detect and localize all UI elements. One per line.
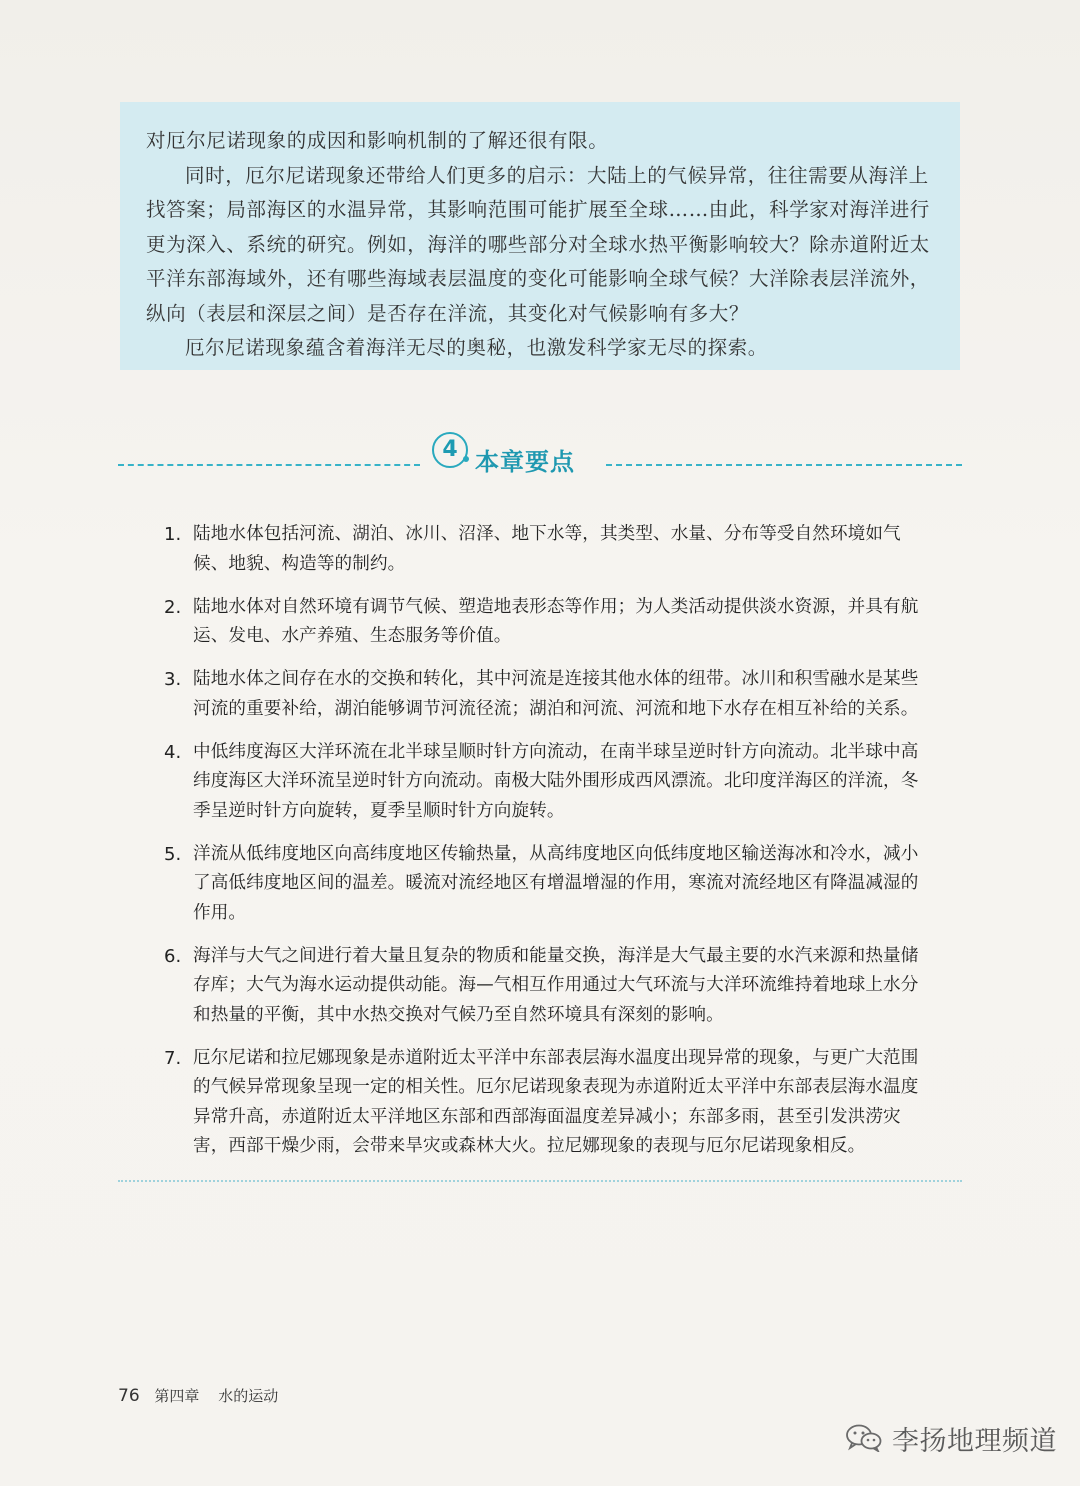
section-heading [118,428,962,488]
list-item [164,665,934,724]
list-item [164,942,934,1031]
list-item [164,593,934,652]
list-item [164,738,934,827]
list-item [164,1044,934,1162]
item-text: 厄尔尼诺和拉尼娜现象是赤道附近太平洋中东部表层海水温度出现异常的现象，与更广大范围的气候异常现象呈现一定的相关性。厄尔尼诺现象表现为赤道附近太平洋中东部表层海水温度异常升高，赤道附近太平洋地区东部和西部海面温度差异减小；东部多雨，甚至引发洪涝灾害，西部干燥少雨，会带来旱灾或森林大火。拉尼娜现象的表现与厄尔尼诺现象相反。 [193,1047,919,1156]
item-text: 陆地水体包括河流、湖泊、冰川、沼泽、地下水等，其类型、水量、分布等受自然环境如气候、地貌、构造等的制约。 [193,524,901,574]
item-text: 中低纬度海区大洋环流在北半球呈顺时针方向流动，在南半球呈逆时针方向流动。北半球中高纬度海区大洋环流呈逆时针方向流动。南极大陆外围形成西风漂流。北印度洋海区的洋流，冬季呈逆时针方向旋转，夏季呈顺时针方向旋转。 [193,741,919,821]
watermark-text: 李扬地理频道 [892,1425,1057,1457]
bottom-divider [118,1180,962,1182]
section-title: 本章要点 [475,448,575,476]
list-item [164,840,934,929]
page-footer [118,1385,278,1406]
info-paragraph: 厄尔尼诺现象蕴含着海洋无尽的奥秘，也激发科学家无尽的探索。 [185,336,768,359]
list-item [164,520,934,579]
info-paragraph: 对厄尔尼诺现象的成因和影响机制的了解还很有限。 [146,129,609,152]
heading-divider-right [606,464,962,466]
wechat-icon [846,1424,882,1452]
item-number: 6. [164,945,182,967]
item-number: 1. [164,524,182,545]
item-number: 3. [164,669,182,690]
item-text: 陆地水体之间存在水的交换和转化，其中河流是连接其他水体的纽带。冰川和积雪融水是某些河流的重要补给，湖泊能够调节河流径流；湖泊和河流、河流和地下水存在相互补给的关系。 [193,669,919,719]
info-box [120,102,960,370]
chapter-label: 第四章 [154,1387,200,1405]
badge-dot [463,456,469,462]
heading-divider-left [118,464,420,466]
item-text: 海洋与大气之间进行着大量且复杂的物质和能量交换，海洋是大气最主要的水汽来源和热量储存库；大气为海水运动提供动能。海—气相互作用通过大气环流与大洋环流维持着地球上水分和热量的平衡，其中水热交换对气候乃至自然环境具有深刻的影响。 [193,945,919,1025]
key-points-list [164,520,934,1175]
item-text: 洋流从低纬度地区向高纬度地区传输热量，从高纬度地区向低纬度地区输送海冰和冷水，减小了高低纬度地区间的温差。暖流对流经地区有增温增湿的作用，寒流对流经地区有降温减湿的作用。 [193,843,919,923]
item-number: 2. [164,596,182,618]
item-number: 5. [164,843,182,865]
section-number-badge: 4 [432,432,468,468]
watermark [846,1418,1057,1458]
chapter-title: 水的运动 [218,1387,279,1405]
page-number: 76 [118,1386,140,1406]
item-number: 4. [164,741,182,763]
info-paragraph: 同时，厄尔尼诺现象还带给人们更多的启示：大陆上的气候异常，往往需要从海洋上找答案；局部海区的水温异常，其影响范围可能扩展至全球……由此，科学家对海洋进行更为深入、系统的研究。例如，海洋的哪些部分对全球水热平衡影响较大？除赤道附近太平洋东部海域外，还有哪些海域表层温度的变化可能影响全球气候？大洋除表层洋流外，纵向（表层和深层之间）是否存在洋流，其变化对气候影响有多大？ [146,163,930,325]
item-text: 陆地水体对自然环境有调节气候、塑造地表形态等作用；为人类活动提供淡水资源，并具有航运、发电、水产养殖、生态服务等价值。 [193,596,919,646]
item-number: 7. [164,1047,182,1069]
